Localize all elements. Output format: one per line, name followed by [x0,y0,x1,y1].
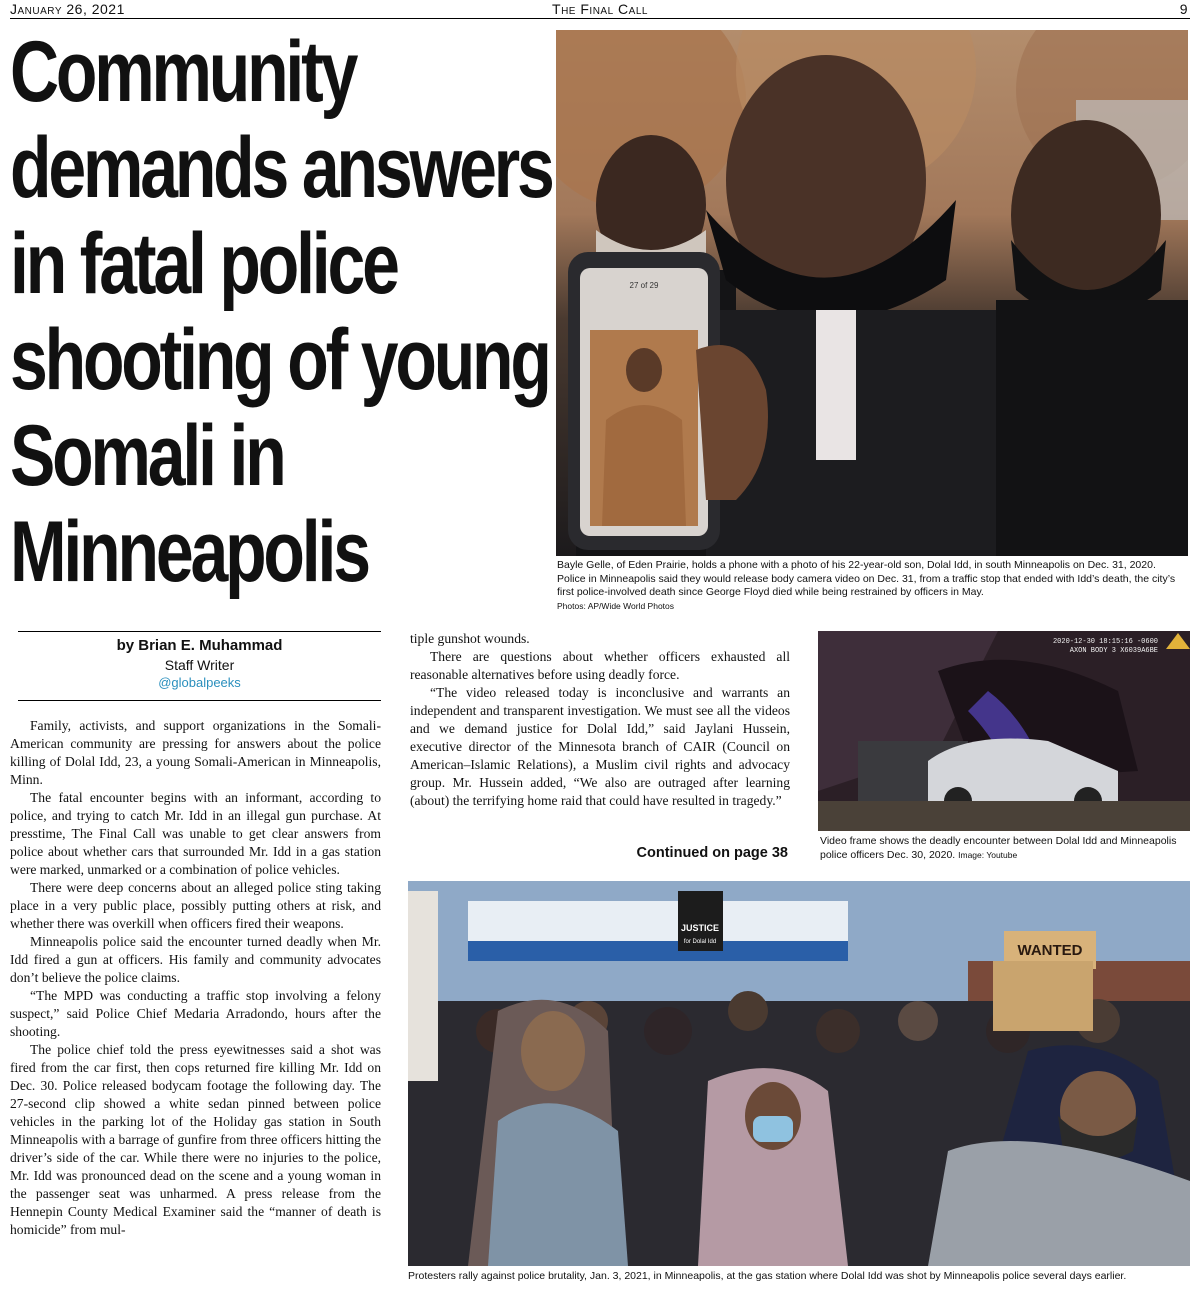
byline-rule-top [18,631,381,632]
video-frame-photo [818,631,1190,831]
paragraph: Minneapolis police said the encounter turned deadly when Mr. Idd fired a gun at officers. His family and community advocates don’t believe the police claims. [10,934,381,985]
author-handle: @globalpeeks [158,675,241,690]
author-role: Staff Writer [164,657,235,673]
sign-justice-subtext: for Dolal Idd [683,939,717,945]
paragraph: “The video released today is inconclusive and warrants an independent and transparent investigation. We must see all the videos and we demand justice for Dolal Idd,” said Jaylani Hussein, executive director of the Minnesota branch of CAIR (Council on American–Islamic Relations), a Muslim civil rights and advocacy group. Mr. Hussein added, “We also are outraged after learning (about) the terrifying home raid that could have resulted in tragedy.” [410,685,790,808]
paragraph: The fatal encounter begins with an informant, according to police, and trying to catch Mr. Idd in an illegal gun purchase. At presstime, The Final Call was unable to get clear answers from police about whether cars that surrounded Mr. Idd in a gas station were marked, unmarked or a combination of police vehicles. [10,790,381,877]
paragraph: There are questions about whether officers exhausted all reasonable alternatives before using deadly force. [410,649,790,682]
video-caption-text: Video frame shows the deadly encounter between Dolal Idd and Minneapolis police officers Dec. 30, 2020. [820,835,1177,861]
video-frame-caption [820,835,1190,862]
page-number: 9 [1179,1,1188,17]
byline [18,636,381,692]
video-overlay-timestamp: 2020-12-30 18:15:16 -0600 [1052,638,1158,646]
paragraph-continued: tiple gunshot wounds. [410,631,530,646]
page-header [0,0,1200,18]
main-photo [556,30,1188,556]
protest-photo [408,881,1190,1266]
header-rule [10,18,1190,19]
headline: Community demands answers in fatal police shooting of young Somali in Minneapolis [10,24,552,600]
article-column-2 [410,630,790,810]
issue-date: January 26, 2021 [10,1,125,17]
protest-photo-art [408,881,1190,1266]
phone-screen-text: 27 of 29 [629,281,659,290]
sign-justice-text: JUSTICE [680,923,720,933]
main-photo-art [556,30,1188,556]
paragraph: There were deep concerns about an alleged police sting taking place in a very public place, possibly putting others at risk, and whether there was overkill when officers fired their weapons. [10,880,381,931]
main-caption-text: Bayle Gelle, of Eden Prairie, holds a phone with a photo of his 22-year-old son, Dolal Idd, in south Minneapolis on Dec. 31, 2020. Police in Minneapolis said they would release body camera video on Dec. 31, from a traffic stop that ended with Idd’s death, the city’s first police-involved death since George Floyd died while being restrained by officers in May. [557,559,1176,598]
paragraph: The police chief told the press eyewitnesses said a shot was fired from the car first, then cops returned fire killing Mr. Idd on Dec. 30. Police released bodycam footage the following day. The 27-second clip showed a white sedan pinned between police vehicles in the parking lot of the Holiday gas station in South Minneapolis with a barrage of gunfire from three officers hitting the driver’s side of the car. While there were no injuries to the police, Mr. Idd was pronounced dead on the scene and a young woman in the passenger seat was unharmed. A press release from the Hennepin County Medical Examiner said the “manner of death is homicide” from mul- [10,1042,381,1237]
author-name: by Brian E. Muhammad [116,637,283,654]
main-photo-credit: Photos: AP/Wide World Photos [557,600,675,611]
publication-name: The Final Call [552,1,648,17]
paragraph: Family, activists, and support organizations in the Somali-American community are pressing for answers about the police killing of Dolal Idd, 23, a young Somali-American in Minneapolis, Minn. [10,718,381,787]
byline-rule-bottom [18,700,381,701]
continued-on-page: Continued on page 38 [636,845,788,861]
video-frame-art [818,631,1190,831]
article-column-1 [10,717,381,1239]
protest-photo-caption: Protesters rally against police brutality, Jan. 3, 2021, in Minneapolis, at the gas station where Dolal Idd was shot by Minneapolis police several days earlier. [408,1270,1127,1282]
paragraph: “The MPD was conducting a traffic stop involving a felony suspect,” said Police Chief Medaria Arradondo, hours after the shooting. [10,988,381,1039]
video-overlay-device: AXON BODY 3 X6039A6BE [1069,647,1158,655]
video-photo-credit: Image: Youtube [958,849,1018,860]
sign-wanted-text: WANTED [1017,942,1083,959]
main-photo-caption [557,559,1187,613]
